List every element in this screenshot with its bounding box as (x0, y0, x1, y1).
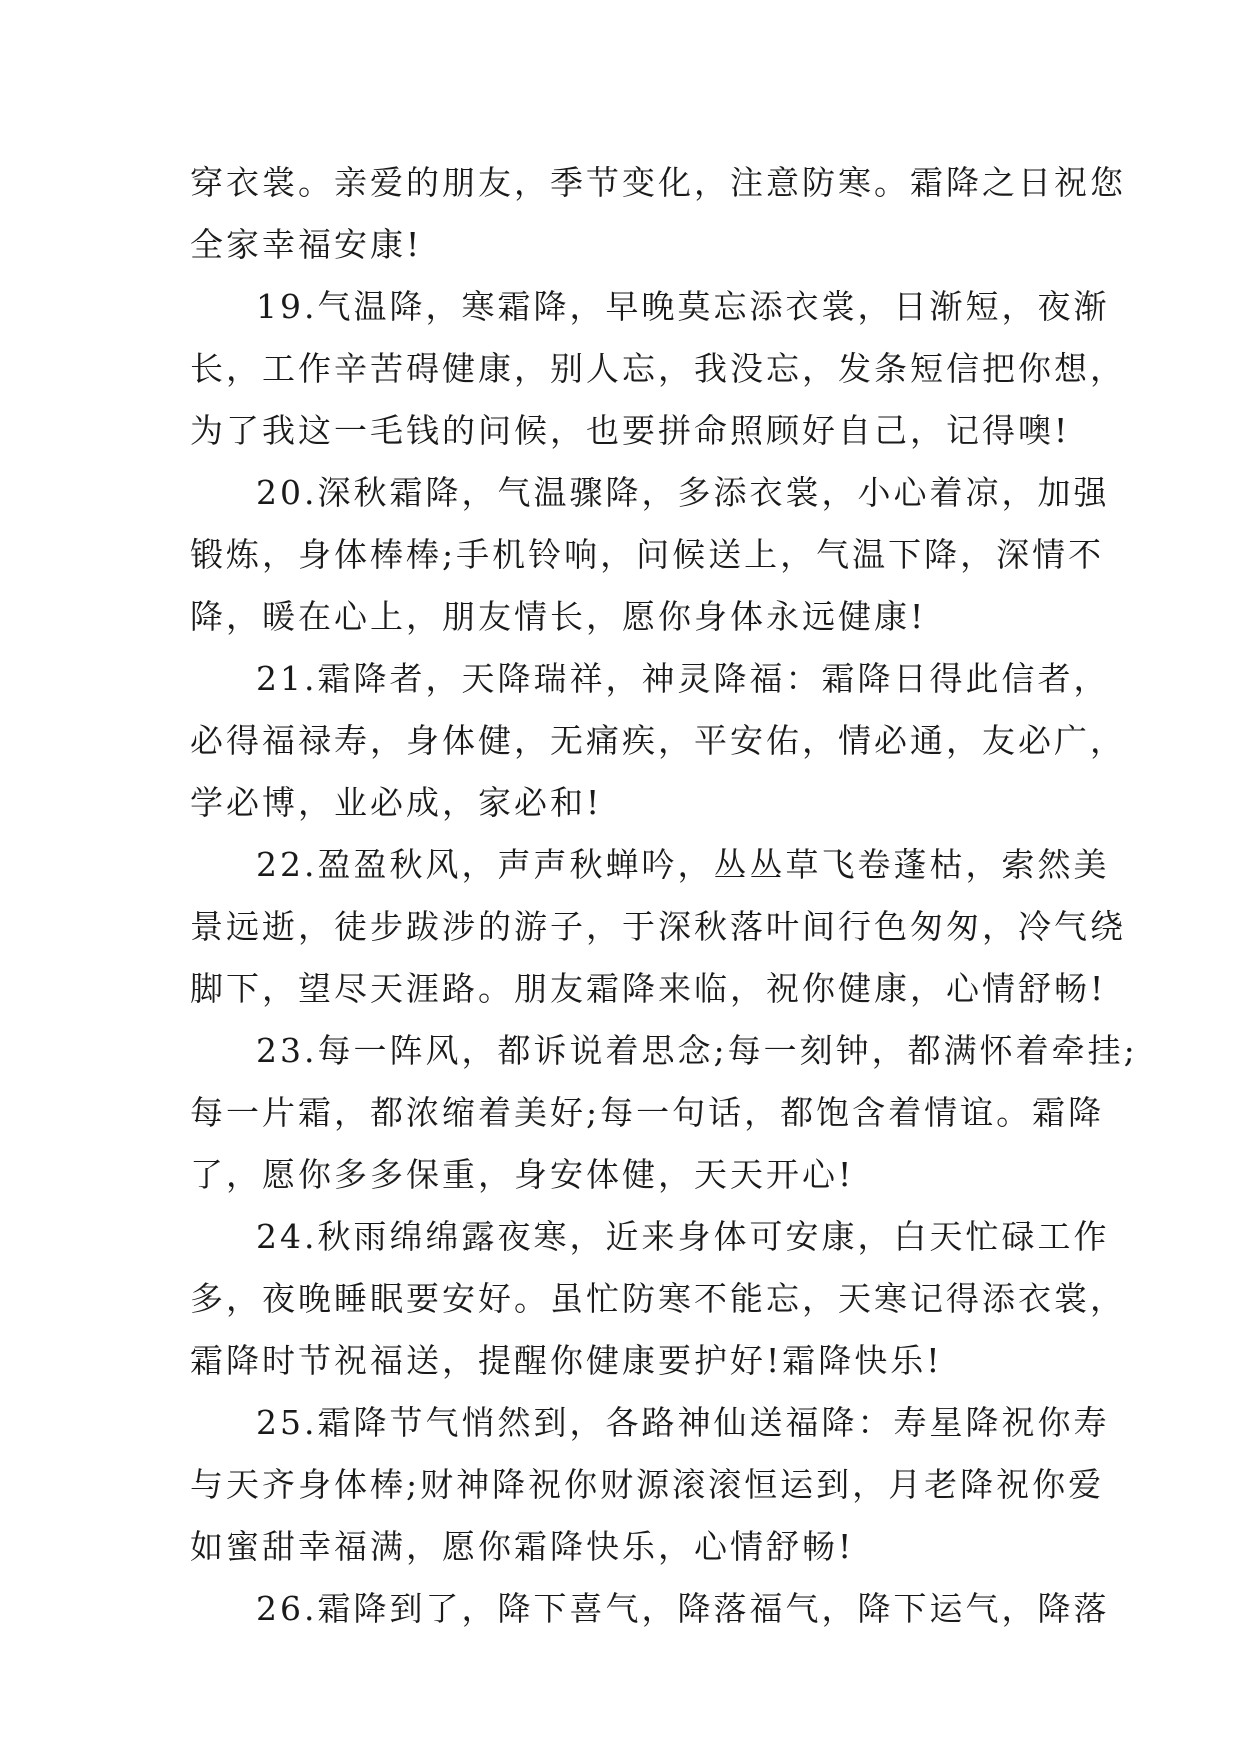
text-line: 23.每一阵风，都诉说着思念;每一刻钟，都满怀着牵挂; (256, 1031, 1138, 1070)
text-line: 19.气温降，寒霜降，早晚莫忘添衣裳，日渐短，夜渐 (256, 287, 1110, 326)
text-line: 长，工作辛苦碍健康，别人忘，我没忘，发条短信把你想， (190, 349, 1126, 388)
text-line: 25.霜降节气悄然到，各路神仙送福降：寿星降祝你寿 (256, 1403, 1110, 1442)
text-line: 穿衣裳。亲爱的朋友，季节变化，注意防寒。霜降之日祝您 (190, 163, 1126, 202)
text-line: 学必博，业必成，家必和! (190, 783, 603, 822)
paragraph-21 (190, 648, 1126, 834)
text-line: 必得福禄寿，身体健，无痛疾，平安佑，情必通，友必广， (190, 721, 1126, 760)
document-body (190, 152, 1138, 1640)
text-line: 多，夜晚睡眠要安好。虽忙防寒不能忘，天寒记得添衣裳， (190, 1279, 1126, 1318)
text-line: 为了我这一毛钱的问候，也要拼命照顾好自己，记得噢! (190, 411, 1071, 450)
text-line: 与天齐身体棒;财神降祝你财源滚滚恒运到，月老降祝你爱 (190, 1465, 1105, 1504)
text-line: 锻炼，身体棒棒;手机铃响，问候送上，气温下降，深情不 (190, 535, 1105, 574)
paragraph-23 (190, 1020, 1138, 1206)
text-line: 21.霜降者，天降瑞祥，神灵降福：霜降日得此信者， (256, 659, 1110, 698)
paragraph-25 (190, 1392, 1110, 1578)
paragraph-26 (190, 1578, 1110, 1640)
paragraph-19 (190, 276, 1126, 462)
text-line: 20.深秋霜降，气温骤降，多添衣裳，小心着凉，加强 (256, 473, 1110, 512)
text-line: 每一片霜，都浓缩着美好;每一句话，都饱含着情谊。霜降 (190, 1093, 1105, 1132)
paragraph-22 (190, 834, 1126, 1020)
text-line: 景远逝，徒步跋涉的游子，于深秋落叶间行色匆匆，冷气绕 (190, 907, 1126, 946)
text-line: 了，愿你多多保重，身安体健，天天开心! (190, 1155, 855, 1194)
text-line: 全家幸福安康! (190, 225, 423, 264)
text-line: 24.秋雨绵绵露夜寒，近来身体可安康，白天忙碌工作 (256, 1217, 1110, 1256)
paragraph (190, 152, 1126, 276)
text-line: 降，暖在心上，朋友情长，愿你身体永远健康! (190, 597, 927, 636)
text-line: 霜降时节祝福送，提醒你健康要护好!霜降快乐! (190, 1341, 943, 1380)
text-line: 22.盈盈秋风，声声秋蝉吟，丛丛草飞卷蓬枯，索然美 (256, 845, 1110, 884)
paragraph-20 (190, 462, 1110, 648)
text-line: 如蜜甜幸福满，愿你霜降快乐，心情舒畅! (190, 1527, 855, 1566)
paragraph-24 (190, 1206, 1126, 1392)
text-line: 脚下，望尽天涯路。朋友霜降来临，祝你健康，心情舒畅! (190, 969, 1107, 1008)
text-line: 26.霜降到了，降下喜气，降落福气，降下运气，降落 (256, 1589, 1110, 1628)
